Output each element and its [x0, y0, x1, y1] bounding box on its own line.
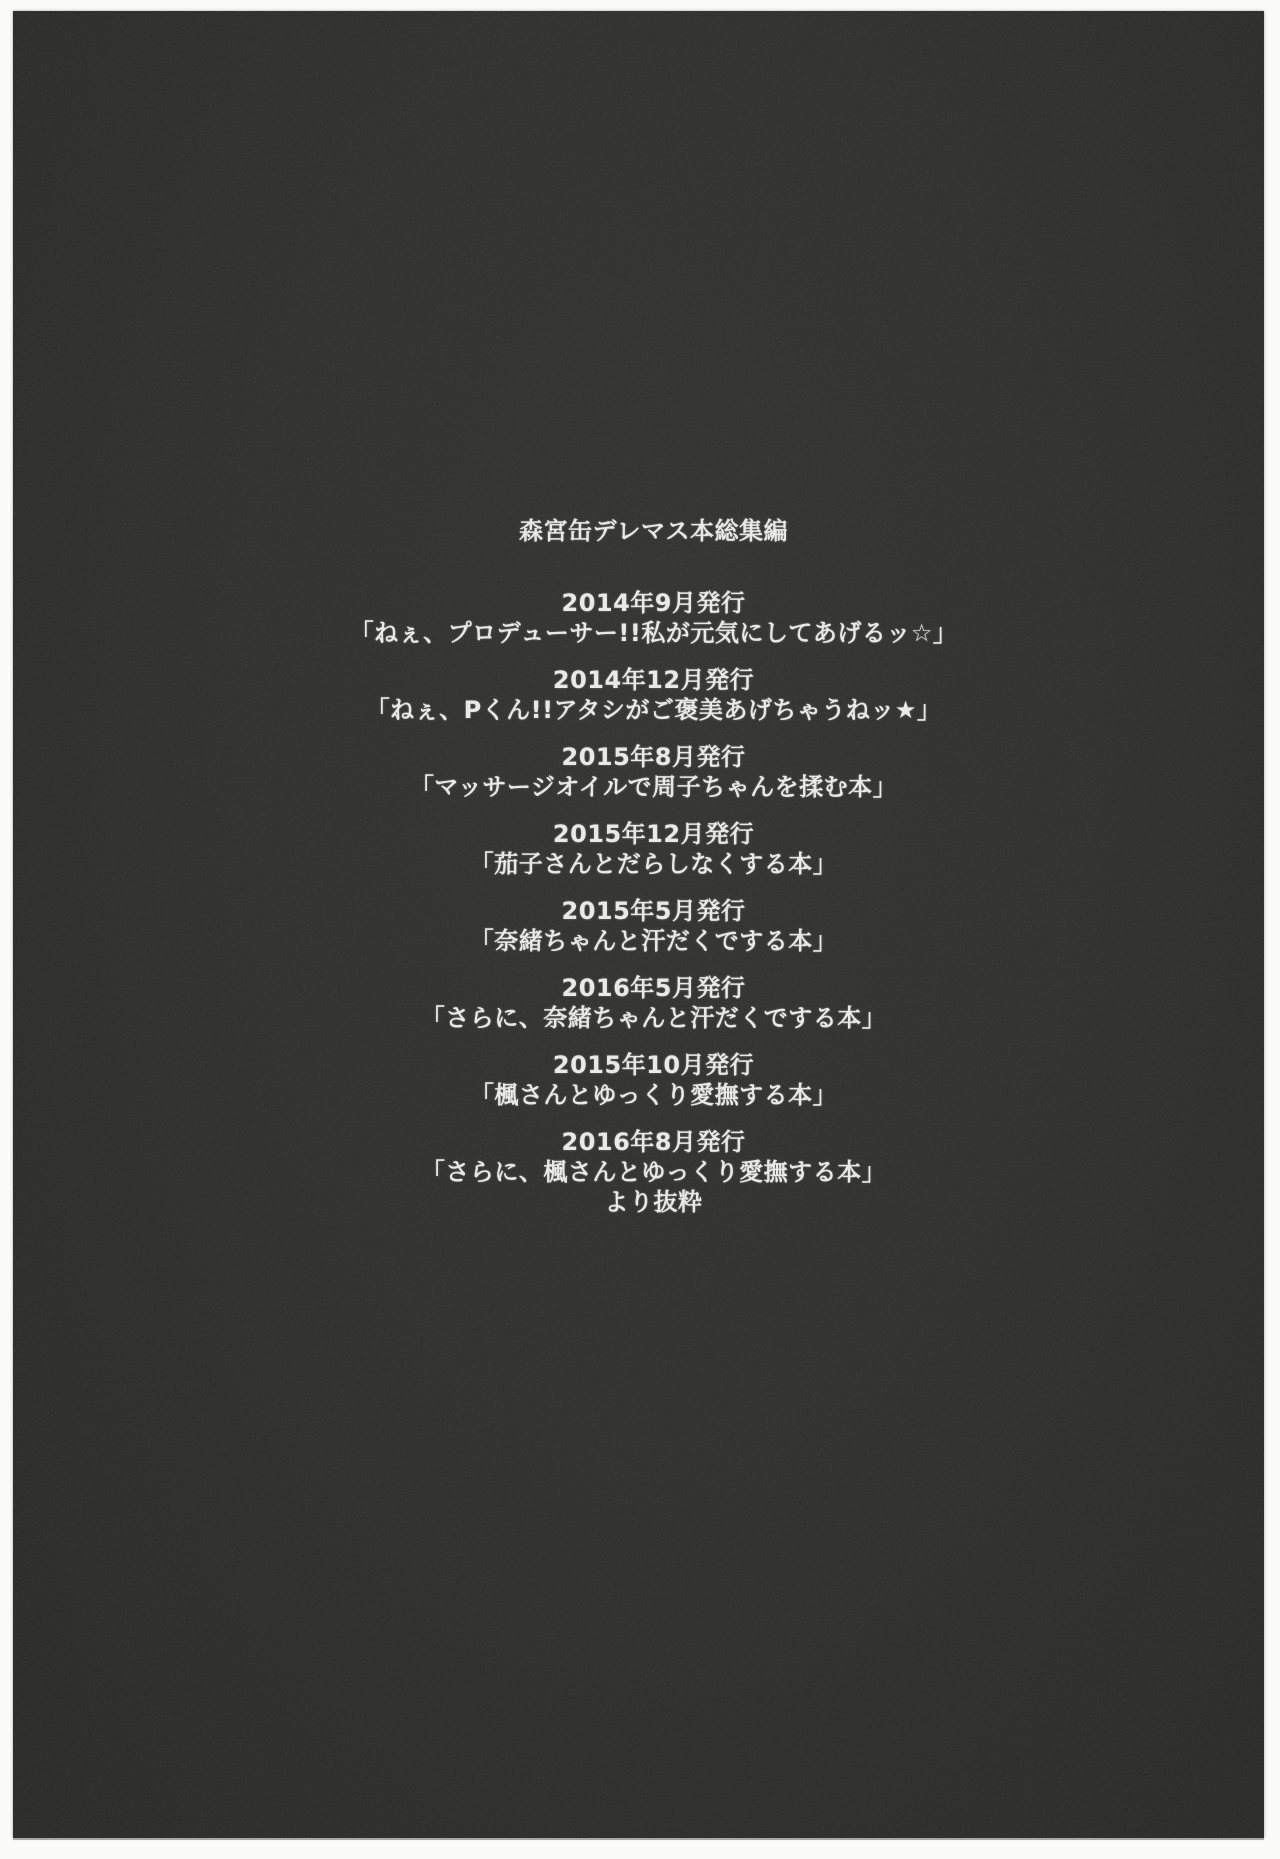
entry-date: 2016年5月発行: [561, 974, 746, 1002]
book-entry: [28, 819, 1264, 879]
entry-date: 2015年5月発行: [561, 897, 746, 925]
entry-title: 「マッサージオイルで周子ちゃんを揉む本」: [409, 773, 898, 801]
book-entry: [28, 896, 1264, 956]
book-entry: [28, 588, 1264, 648]
entry-date: 2015年8月発行: [561, 743, 746, 771]
entry-title: 「さらに、奈緒ちゃんと汗だくでする本」: [420, 1004, 887, 1032]
book-entry: [28, 1050, 1264, 1110]
book-page: [13, 11, 1264, 1838]
entry-title: 「楓さんとゆっくり愛撫する本」: [469, 1081, 838, 1109]
entry-title: 「ねぇ、Pくん!!アタシがご褒美あげちゃうねッ★」: [365, 696, 942, 724]
entry-title: 「茄子さんとだらしなくする本」: [469, 850, 838, 878]
book-entry: [28, 1127, 1264, 1187]
entry-date: 2016年8月発行: [561, 1128, 746, 1156]
entry-title: 「奈緒ちゃんと汗だくでする本」: [469, 927, 838, 955]
entry-title: 「さらに、楓さんとゆっくり愛撫する本」: [420, 1158, 887, 1186]
entry-title: 「ねぇ、プロデューサー!!私が元気にしてあげるッ☆」: [349, 619, 958, 647]
entry-date: 2014年9月発行: [561, 589, 746, 617]
colophon-text-block: [28, 516, 1264, 1217]
excerpt-note: より抜粋: [604, 1188, 703, 1216]
entry-date: 2015年12月発行: [552, 820, 755, 848]
entry-date: 2014年12月発行: [552, 666, 755, 694]
book-entry: [28, 973, 1264, 1033]
book-entry: [28, 742, 1264, 802]
compilation-heading: 森宮缶デレマス本総集編: [518, 517, 789, 545]
entry-date: 2015年10月発行: [552, 1051, 755, 1079]
book-entry: [28, 665, 1264, 725]
